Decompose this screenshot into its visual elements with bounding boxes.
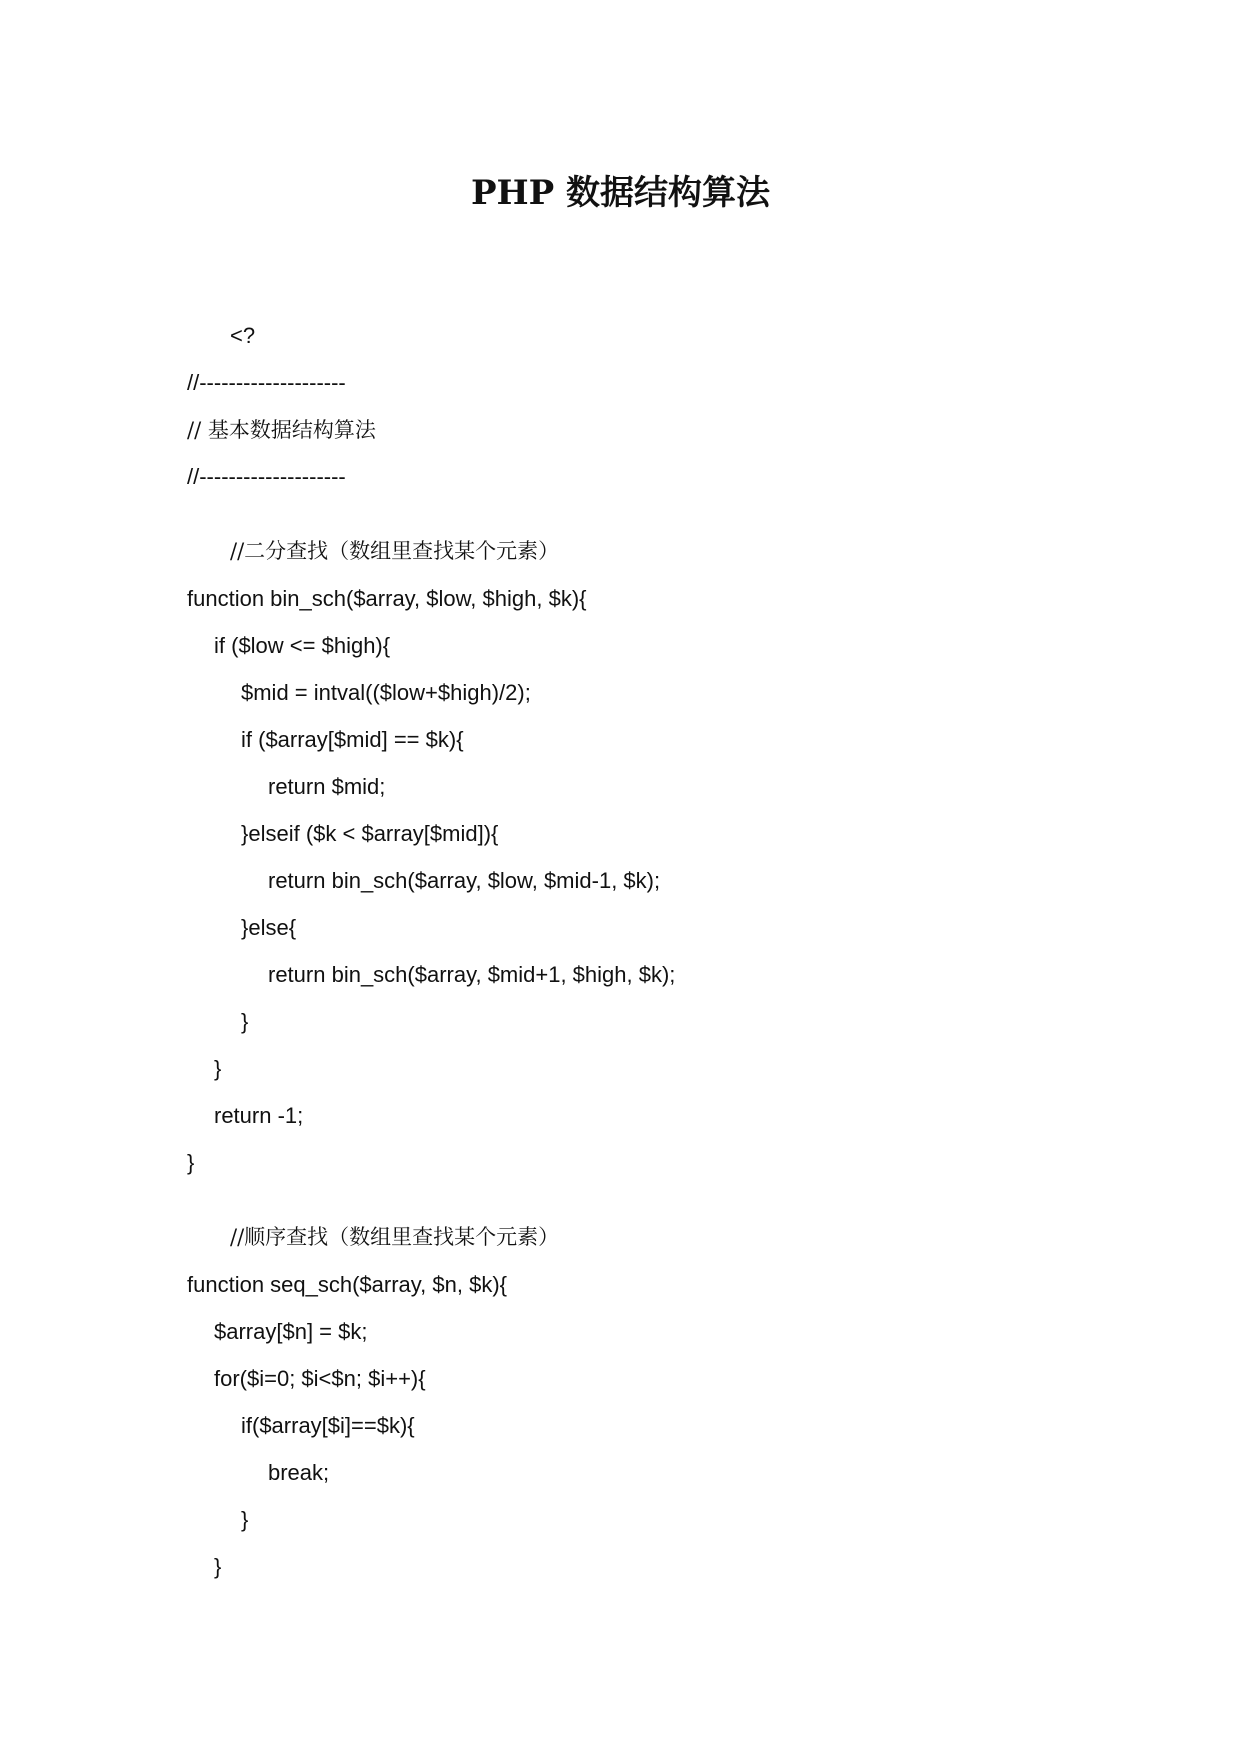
document-title: PHP 数据结构算法 — [470, 173, 771, 213]
code-line-php-open: <? — [230, 323, 256, 348]
code-line: return -1; — [214, 1103, 304, 1128]
code-line: if($array[$i]==$k){ — [241, 1413, 415, 1438]
code-line: for($i=0; $i<$n; $i++){ — [214, 1366, 426, 1391]
code-line: if ($array[$mid] == $k){ — [241, 727, 464, 752]
code-line: }else{ — [241, 915, 297, 940]
code-line: } — [214, 1056, 222, 1081]
code-line: } — [241, 1009, 249, 1034]
code-line: } — [241, 1507, 249, 1532]
code-line: function bin_sch($array, $low, $high, $k){ — [187, 586, 587, 611]
code-line: }elseif ($k < $array[$mid]){ — [241, 821, 499, 846]
code-line: } — [187, 1150, 195, 1175]
code-line: return bin_sch($array, $low, $mid-1, $k); — [268, 868, 661, 893]
code-line-comment-binary-search: //二分查找（数组里查找某个元素） — [230, 539, 560, 563]
code-line: break; — [268, 1460, 330, 1485]
code-line: function seq_sch($array, $n, $k){ — [187, 1272, 507, 1297]
code-line: return bin_sch($array, $mid+1, $high, $k); — [268, 962, 676, 987]
code-line-comment-heading: // 基本数据结构算法 — [187, 418, 376, 442]
code-line: return $mid; — [268, 774, 386, 799]
code-line: } — [214, 1554, 222, 1579]
code-line-separator: //-------------------- — [187, 464, 346, 489]
code-line-separator: //-------------------- — [187, 370, 346, 395]
code-line: if ($low <= $high){ — [214, 633, 391, 658]
code-line-comment-sequential-search: //顺序查找（数组里查找某个元素） — [230, 1225, 560, 1249]
code-line: $mid = intval(($low+$high)/2); — [241, 680, 531, 705]
code-line: $array[$n] = $k; — [214, 1319, 368, 1344]
